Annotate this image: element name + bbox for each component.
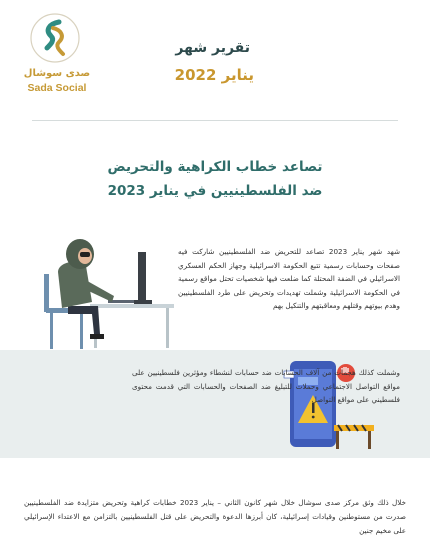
report-title: تقرير شهر	[175, 40, 250, 56]
headline	[40, 155, 390, 203]
paragraph-1: شهد شهر يناير 2023 تصاعد للتحريض ضد الفلسطينيين شاركت فيه صفحات وحسابات رسمية تتبع الحكومة الاسرائيلية وجهاز الحكم العسكري الاسرائيلي في الضفة المحتلة كما ضلعت فيها شخصيات تحتل مواقع رسمية في الحكومة الاسرائيلية وشملت تهديدات وتحريض على طرد الفلسطينيين وهدم بيوتهم وقتلهم ومعاقبتهم والتنكيل بهم	[178, 247, 400, 311]
headline-line-1: تصاعد خطاب الكراهية والتحريض	[107, 159, 323, 175]
sada-logo-icon	[29, 12, 81, 64]
logo-english-text: Sada Social	[27, 82, 87, 94]
paragraph-2: وشملت كذلك هجمات من آلاف الحسابات ضد حسابات لنشطاء ومؤثرين فلسطينيين على مواقع التواصل الاجتماعي وحملات للتبليغ ضد الصفحات والحسابات التي قدمت محتوى فلسطيني على مواقع التواصل	[132, 368, 400, 405]
logo-arabic-text: صدى سوشال	[23, 68, 91, 79]
header-divider	[32, 120, 398, 121]
sada-social-logo	[18, 12, 98, 102]
paragraph-3: خلال ذلك وثق مركز صدى سوشال خلال شهر كانون الثاني – يناير 2023 خطابات كراهية وتحريض متزايدة ضد الفلسطينيين صدرت من مستوطنين وقيادات إسرائيلية، كان أبرزها الدعوة والتحريض على قتل الفلسطينيين بالتزامن مع الاعتداء الإسرائيلي على مخيم جنين	[24, 498, 406, 535]
headline-line-2: ضد الفلسطينيين في يناير 2023	[107, 183, 323, 199]
report-subtitle: يناير 2022	[174, 66, 254, 84]
hacker-at-computer-icon	[28, 222, 178, 352]
